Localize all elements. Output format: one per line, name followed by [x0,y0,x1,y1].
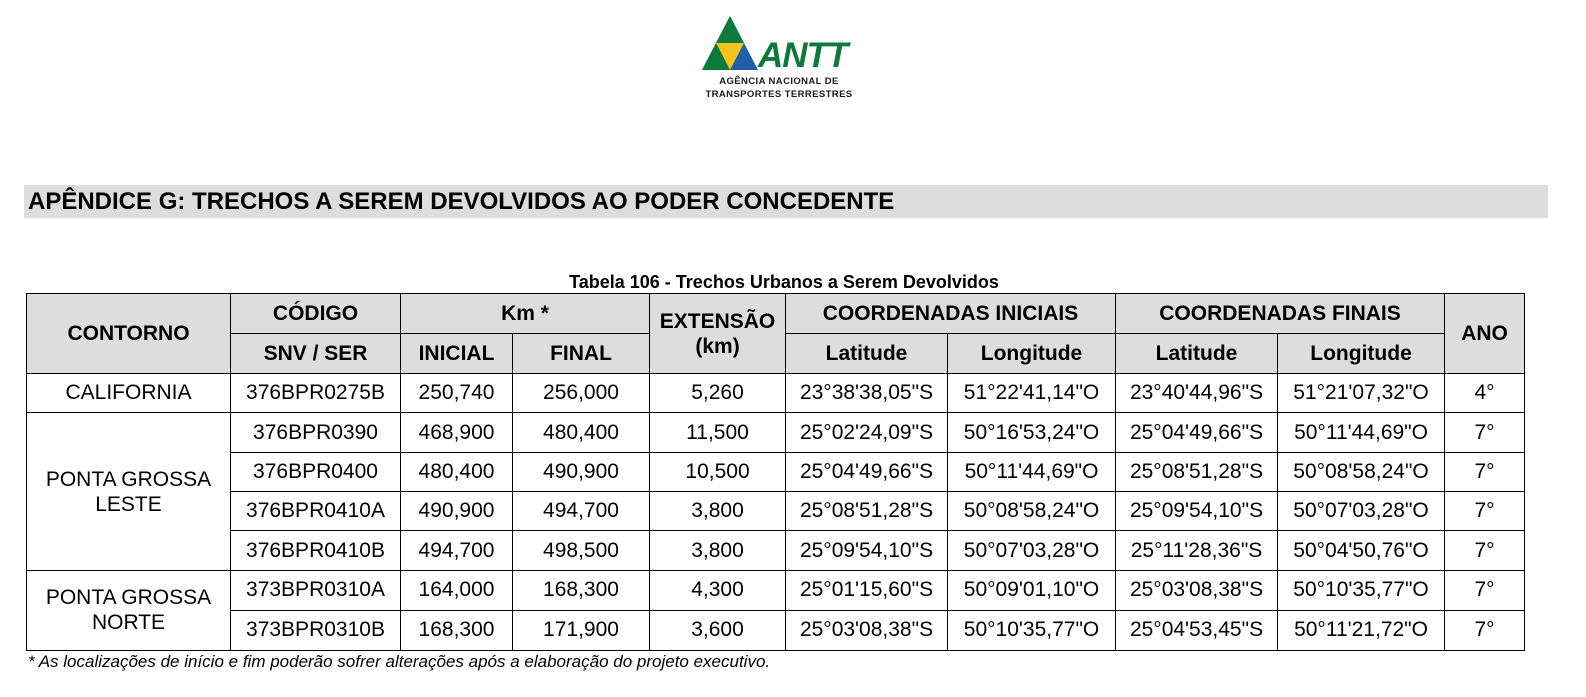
km-inicial-cell: 490,900 [401,492,513,531]
longitude-final-cell: 50°11'44,69"O [1278,413,1445,452]
km-final-cell: 168,300 [513,570,650,610]
latitude-final-cell: 25°04'53,45"S [1116,610,1278,650]
longitude-final-cell: 50°10'35,77"O [1278,570,1445,610]
latitude-final-cell: 25°08'51,28"S [1116,452,1278,491]
longitude-inicial-cell: 51°22'41,14"O [948,374,1116,413]
longitude-inicial-cell: 50°07'03,28"O [948,531,1116,570]
longitude-inicial-cell: 50°11'44,69"O [948,452,1116,491]
header-codigo: CÓDIGO [231,294,401,334]
table-row [27,413,1525,452]
contorno-cell: PONTA GROSSA NORTE [27,570,231,650]
header-km: Km * [401,294,650,334]
header-extensao-label: EXTENSÃO [659,309,776,333]
extensao-cell: 3,800 [650,492,786,531]
header-km-final: FINAL [513,334,650,374]
km-inicial-cell: 480,400 [401,452,513,491]
codigo-cell: 376BPR0410B [231,531,401,570]
ano-cell: 7° [1445,452,1525,491]
table-row [27,610,1525,650]
header-ano: ANO [1445,294,1525,374]
km-inicial-cell: 168,300 [401,610,513,650]
antt-triangle-icon [700,14,760,72]
contorno-cell: PONTA GROSSA LESTE [27,413,231,570]
latitude-inicial-cell: 25°04'49,66"S [786,452,948,491]
latitude-inicial-cell: 25°09'54,10"S [786,531,948,570]
table-row [27,492,1525,531]
longitude-final-cell: 50°08'58,24"O [1278,452,1445,491]
km-inicial-cell: 494,700 [401,531,513,570]
latitude-final-cell: 25°09'54,10"S [1116,492,1278,531]
ano-cell: 7° [1445,570,1525,610]
header-longitude-final: Longitude [1278,334,1445,374]
km-final-cell: 256,000 [513,374,650,413]
header-longitude-inicial: Longitude [948,334,1116,374]
latitude-inicial-cell: 25°02'24,09"S [786,413,948,452]
longitude-inicial-cell: 50°09'01,10"O [948,570,1116,610]
header-km-inicial: INICIAL [401,334,513,374]
longitude-final-cell: 50°04'50,76"O [1278,531,1445,570]
longitude-inicial-cell: 50°08'58,24"O [948,492,1116,531]
longitude-final-cell: 51°21'07,32"O [1278,374,1445,413]
ano-cell: 7° [1445,531,1525,570]
km-final-cell: 171,900 [513,610,650,650]
extensao-cell: 10,500 [650,452,786,491]
ano-cell: 7° [1445,413,1525,452]
longitude-inicial-cell: 50°10'35,77"O [948,610,1116,650]
latitude-inicial-cell: 25°01'15,60"S [786,570,948,610]
extensao-cell: 3,800 [650,531,786,570]
header-latitude-final: Latitude [1116,334,1278,374]
header-coordenadas-iniciais: COORDENADAS INICIAIS [786,294,1116,334]
codigo-cell: 376BPR0400 [231,452,401,491]
appendix-heading: APÊNDICE G: TRECHOS A SEREM DEVOLVIDOS AO PODER CONCEDENTE [24,185,1548,218]
km-inicial-cell: 468,900 [401,413,513,452]
header-contorno: CONTORNO [27,294,231,374]
latitude-final-cell: 25°11'28,36"S [1116,531,1278,570]
latitude-inicial-cell: 23°38'38,05"S [786,374,948,413]
longitude-final-cell: 50°07'03,28"O [1278,492,1445,531]
logo-line-1: AGÊNCIA NACIONAL DE [719,76,839,87]
codigo-cell: 376BPR0410A [231,492,401,531]
header-snv-ser: SNV / SER [231,334,401,374]
extensao-cell: 4,300 [650,570,786,610]
header-extensao-unit: (km) [695,334,740,358]
codigo-cell: 373BPR0310A [231,570,401,610]
extensao-cell: 3,600 [650,610,786,650]
table-row [27,531,1525,570]
latitude-final-cell: 25°03'08,38"S [1116,570,1278,610]
km-final-cell: 494,700 [513,492,650,531]
km-final-cell: 490,900 [513,452,650,491]
table-row [27,570,1525,610]
latitude-inicial-cell: 25°03'08,38"S [786,610,948,650]
longitude-final-cell: 50°11'21,72"O [1278,610,1445,650]
header-coordenadas-finais: COORDENADAS FINAIS [1116,294,1445,334]
logo-brand: ANTT [758,36,848,75]
table-caption: Tabela 106 - Trechos Urbanos a Serem Devolvidos [569,272,999,292]
km-final-cell: 480,400 [513,413,650,452]
latitude-inicial-cell: 25°08'51,28"S [786,492,948,531]
codigo-cell: 376BPR0390 [231,413,401,452]
km-inicial-cell: 250,740 [401,374,513,413]
extensao-cell: 5,260 [650,374,786,413]
latitude-final-cell: 25°04'49,66"S [1116,413,1278,452]
header-extensao [650,294,786,374]
table-row [27,374,1525,413]
ano-cell: 7° [1445,492,1525,531]
km-final-cell: 498,500 [513,531,650,570]
codigo-cell: 373BPR0310B [231,610,401,650]
latitude-final-cell: 23°40'44,96"S [1116,374,1278,413]
table-row [27,452,1525,491]
ano-cell: 4° [1445,374,1525,413]
trechos-table [26,293,1525,651]
codigo-cell: 376BPR0275B [231,374,401,413]
contorno-cell: CALIFORNIA [27,374,231,413]
km-inicial-cell: 164,000 [401,570,513,610]
logo-line-2: TRANSPORTES TERRESTRES [705,89,853,100]
ano-cell: 7° [1445,610,1525,650]
antt-logo [696,14,866,102]
extensao-cell: 11,500 [650,413,786,452]
header-latitude-inicial: Latitude [786,334,948,374]
longitude-inicial-cell: 50°16'53,24"O [948,413,1116,452]
table-footnote: * As localizações de início e fim poderão sofrer alterações após a elaboração do projeto executivo. [28,652,771,671]
